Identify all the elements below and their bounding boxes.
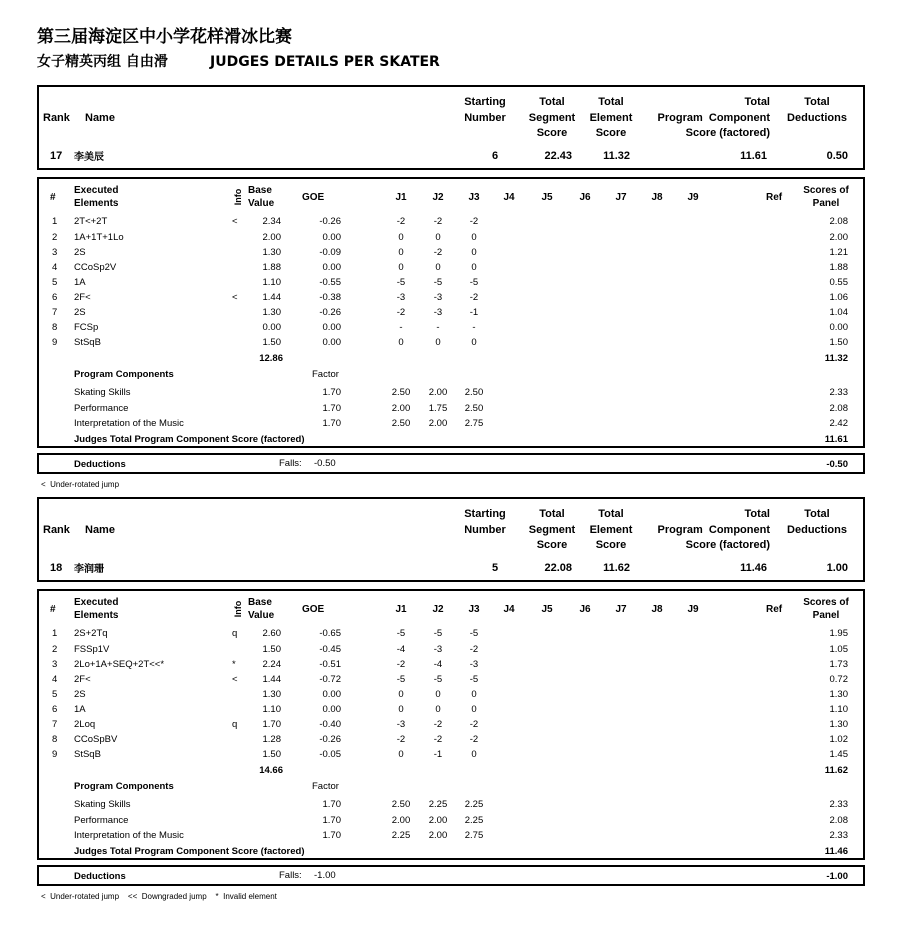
element-panel-score: 1.04 — [829, 307, 848, 318]
element-judge-score: -5 — [469, 674, 479, 685]
element-row-number: 1 — [52, 628, 58, 639]
judge-header-j2: J2 — [432, 604, 444, 615]
element-base-value: 1.44 — [262, 674, 281, 685]
element-judge-score: 0 — [398, 749, 404, 760]
element-panel-score: 2.08 — [829, 216, 848, 227]
element-judge-score: -5 — [469, 277, 479, 288]
deductions-total: -0.50 — [826, 459, 848, 470]
element-judge-score: 0 — [471, 704, 477, 715]
element-judge-score: -3 — [396, 719, 406, 730]
info-header: Info — [233, 188, 243, 206]
element-code: 2S — [74, 307, 86, 318]
element-judge-score: 0 — [435, 689, 441, 700]
page-subtitle-category: 女子精英丙组 自由滑 — [37, 54, 168, 70]
element-row-number: 5 — [52, 689, 58, 700]
element-judge-score: -3 — [433, 644, 443, 655]
element-judge-score: 0 — [435, 337, 441, 348]
element-judge-score: -5 — [396, 628, 406, 639]
total-segment-score: 22.43 — [544, 150, 572, 162]
element-code: 2F< — [74, 292, 91, 303]
element-judge-score: 0 — [471, 689, 477, 700]
element-judge-score: -5 — [469, 628, 479, 639]
element-row-number: 4 — [52, 674, 58, 685]
element-info: < — [232, 674, 238, 685]
element-judge-score: -2 — [433, 216, 443, 227]
element-row-number: 6 — [52, 292, 58, 303]
element-judge-score: -1 — [469, 307, 479, 318]
element-row-number: 9 — [52, 337, 58, 348]
element-code: 2Lo+1A+SEQ+2T<<* — [74, 659, 165, 670]
element-judge-score: 0 — [435, 704, 441, 715]
program-components-header: Program Components — [74, 369, 174, 380]
total-deductions: 0.50 — [826, 150, 848, 162]
element-row-number: 3 — [52, 659, 58, 670]
element-row-number: 8 — [52, 734, 58, 745]
pcs-total-score: 11.61 — [824, 434, 848, 445]
element-row-number: 7 — [52, 719, 58, 730]
element-judge-score: - — [399, 322, 403, 333]
legend-footnote: < Under-rotated jump — [41, 480, 120, 489]
element-panel-score: 1.05 — [829, 644, 848, 655]
element-judge-score: -5 — [433, 277, 443, 288]
element-row-number: 6 — [52, 704, 58, 715]
element-goe: -0.05 — [319, 749, 341, 760]
judge-header-j5: J5 — [541, 604, 553, 615]
component-judge-score: 2.00 — [428, 815, 448, 826]
total-pcs-score: 11.46 — [740, 562, 767, 574]
element-goe: 0.00 — [322, 232, 341, 243]
element-info: q — [232, 719, 238, 730]
element-goe: 0.00 — [322, 322, 341, 333]
element-row-number: 4 — [52, 262, 58, 273]
element-code: StSqB — [74, 337, 101, 348]
total-deductions: 1.00 — [826, 562, 848, 574]
element-goe: -0.45 — [319, 644, 341, 655]
element-goe: -0.40 — [319, 719, 341, 730]
judge-header-j5: J5 — [541, 192, 553, 203]
element-row-number: 2 — [52, 232, 58, 243]
element-base-value: 1.10 — [262, 704, 281, 715]
element-base-value: 1.30 — [262, 307, 281, 318]
element-judge-score: -5 — [433, 674, 443, 685]
element-code: 1A — [74, 277, 86, 288]
element-goe: -0.72 — [319, 674, 341, 685]
component-name: Skating Skills — [74, 799, 131, 810]
element-panel-score: 1.88 — [829, 262, 848, 273]
element-base-value: 1.30 — [262, 689, 281, 700]
element-judge-score: -2 — [469, 292, 479, 303]
element-panel-score: 0.00 — [829, 322, 848, 333]
element-panel-score: 1.95 — [829, 628, 848, 639]
judge-header-j7: J7 — [615, 192, 627, 203]
element-info: < — [232, 292, 238, 303]
element-number-header: # — [50, 192, 56, 203]
element-goe: -0.26 — [319, 734, 341, 745]
component-panel-score: 2.42 — [829, 418, 848, 429]
element-judge-score: 0 — [398, 689, 404, 700]
element-base-value: 2.34 — [262, 216, 281, 227]
element-judge-score: -3 — [396, 292, 406, 303]
component-factor: 1.70 — [322, 403, 341, 414]
element-row-number: 7 — [52, 307, 58, 318]
total-element-header: Total Element Score — [589, 96, 633, 139]
judge-header-j9: J9 — [687, 192, 699, 203]
judge-header-j8: J8 — [651, 192, 663, 203]
deductions-label: Deductions — [74, 871, 126, 882]
name-header: Name — [85, 524, 115, 536]
element-judge-score: -2 — [469, 644, 479, 655]
element-row-number: 2 — [52, 644, 58, 655]
element-judge-score: -2 — [433, 719, 443, 730]
judge-header-j3: J3 — [468, 192, 480, 203]
executed-elements-header: Executed Elements — [74, 185, 119, 209]
element-goe: -0.09 — [319, 247, 341, 258]
judge-header-j6: J6 — [579, 192, 591, 203]
element-judge-score: 0 — [398, 262, 404, 273]
base-value-total: 14.66 — [259, 765, 283, 776]
component-factor: 1.70 — [322, 815, 341, 826]
element-judge-score: -2 — [396, 216, 406, 227]
element-panel-score: 1.30 — [829, 689, 848, 700]
component-judge-score: 1.75 — [428, 403, 448, 414]
component-name: Interpretation of the Music — [74, 830, 184, 841]
element-judge-score: -4 — [433, 659, 443, 670]
element-judge-score: 0 — [398, 247, 404, 258]
element-judge-score: -3 — [433, 292, 443, 303]
element-code: 2Loq — [74, 719, 96, 730]
element-row-number: 8 — [52, 322, 58, 333]
element-goe: 0.00 — [322, 689, 341, 700]
element-judge-score: -2 — [469, 719, 479, 730]
pcs-total-score: 11.46 — [824, 846, 848, 857]
falls-label: Falls: — [279, 458, 302, 469]
element-panel-score: 1.50 — [829, 337, 848, 348]
element-judge-score: 0 — [471, 749, 477, 760]
judge-header-j9: J9 — [687, 604, 699, 615]
element-code: FCSp — [74, 322, 99, 333]
element-base-value: 1.50 — [262, 644, 281, 655]
element-panel-score: 1.02 — [829, 734, 848, 745]
element-judge-score: -5 — [433, 628, 443, 639]
element-code: 1A+1T+1Lo — [74, 232, 124, 243]
judge-header-j4: J4 — [503, 192, 515, 203]
element-judge-score: 0 — [435, 262, 441, 273]
element-goe: -0.38 — [319, 292, 341, 303]
starting-number: 6 — [491, 150, 499, 162]
base-value-header: Base Value — [248, 597, 275, 621]
element-judge-score: -2 — [433, 734, 443, 745]
element-judge-score: -2 — [396, 734, 406, 745]
element-judge-score: -5 — [396, 277, 406, 288]
element-number-header: # — [50, 604, 56, 615]
component-judge-score: 2.75 — [464, 830, 484, 841]
deductions-box — [37, 453, 865, 474]
element-judge-score: - — [436, 322, 440, 333]
component-panel-score: 2.33 — [829, 799, 848, 810]
element-base-value: 1.70 — [262, 719, 281, 730]
component-judge-score: 2.50 — [464, 403, 484, 414]
falls-value: -0.50 — [314, 458, 336, 469]
base-value-total: 12.86 — [259, 353, 283, 364]
skater-rank: 17 — [50, 150, 63, 162]
element-info: q — [232, 628, 238, 639]
info-header: Info — [233, 600, 243, 618]
scores-of-panel-header: Scores of Panel — [803, 597, 849, 621]
element-row-number: 5 — [52, 277, 58, 288]
ref-header: Ref — [766, 604, 783, 615]
judge-header-j3: J3 — [468, 604, 480, 615]
element-goe: -0.65 — [319, 628, 341, 639]
component-factor: 1.70 — [322, 418, 341, 429]
element-judge-score: -2 — [396, 307, 406, 318]
starting-number-header: Starting Number — [464, 508, 506, 536]
element-code: CCoSp2V — [74, 262, 117, 273]
element-code: 1A — [74, 704, 86, 715]
skater-name: 李润珊 — [74, 564, 104, 575]
base-value-header: Base Value — [248, 185, 275, 209]
element-judge-score: 0 — [471, 337, 477, 348]
judge-header-j8: J8 — [651, 604, 663, 615]
total-segment-header: Total Segment Score — [528, 96, 576, 139]
element-panel-score: 1.30 — [829, 719, 848, 730]
element-score-total: 11.32 — [824, 353, 848, 364]
element-info: < — [232, 216, 238, 227]
element-judge-score: - — [472, 322, 476, 333]
element-info: * — [232, 659, 236, 670]
element-panel-score: 1.10 — [829, 704, 848, 715]
component-factor: 1.70 — [322, 387, 341, 398]
element-code: 2S — [74, 689, 86, 700]
component-judge-score: 2.25 — [464, 799, 484, 810]
element-base-value: 2.24 — [262, 659, 281, 670]
legend-footnote: < Under-rotated jump << Downgraded jump * Invalid element — [41, 892, 277, 901]
element-panel-score: 2.00 — [829, 232, 848, 243]
element-goe: -0.26 — [319, 307, 341, 318]
factor-header: Factor — [312, 369, 339, 380]
total-segment-score: 22.08 — [544, 562, 572, 574]
element-judge-score: -3 — [469, 659, 479, 670]
element-judge-score: -3 — [433, 307, 443, 318]
judge-header-j7: J7 — [615, 604, 627, 615]
page-subtitle-report: JUDGES DETAILS PER SKATER — [210, 54, 440, 70]
element-judge-score: 0 — [398, 704, 404, 715]
total-deductions-header: Total Deductions — [787, 96, 847, 124]
element-score-total: 11.62 — [824, 765, 848, 776]
component-judge-score: 2.00 — [391, 403, 411, 414]
judge-header-j1: J1 — [395, 192, 407, 203]
element-row-number: 9 — [52, 749, 58, 760]
component-judge-score: 2.00 — [428, 418, 448, 429]
element-row-number: 1 — [52, 216, 58, 227]
total-element-header: Total Element Score — [589, 508, 633, 551]
total-pcs-score: 11.61 — [740, 150, 767, 162]
element-code: 2T<+2T — [74, 216, 108, 227]
scores-of-panel-header: Scores of Panel — [803, 185, 849, 209]
judge-header-j2: J2 — [432, 192, 444, 203]
total-pcs-header: Total Program Component Score (factored) — [657, 508, 770, 551]
program-components-header: Program Components — [74, 781, 174, 792]
element-base-value: 2.60 — [262, 628, 281, 639]
element-judge-score: -4 — [396, 644, 406, 655]
element-base-value: 1.88 — [262, 262, 281, 273]
element-row-number: 3 — [52, 247, 58, 258]
pcs-total-label: Judges Total Program Component Score (factored) — [74, 434, 305, 445]
component-panel-score: 2.08 — [829, 403, 848, 414]
element-panel-score: 1.21 — [829, 247, 848, 258]
element-base-value: 2.00 — [262, 232, 281, 243]
component-panel-score: 2.33 — [829, 387, 848, 398]
element-goe: -0.26 — [319, 216, 341, 227]
element-code: StSqB — [74, 749, 101, 760]
element-judge-score: 0 — [398, 232, 404, 243]
component-name: Interpretation of the Music — [74, 418, 184, 429]
element-goe: 0.00 — [322, 704, 341, 715]
ref-header: Ref — [766, 192, 783, 203]
component-judge-score: 2.25 — [391, 830, 411, 841]
element-base-value: 1.28 — [262, 734, 281, 745]
judge-header-j6: J6 — [579, 604, 591, 615]
component-judge-score: 2.00 — [391, 815, 411, 826]
total-element-score: 11.32 — [603, 150, 630, 162]
component-judge-score: 2.00 — [428, 830, 448, 841]
name-header: Name — [85, 112, 115, 124]
deductions-label: Deductions — [74, 459, 126, 470]
total-segment-header: Total Segment Score — [528, 508, 576, 551]
element-code: 2S+2Tq — [74, 628, 108, 639]
element-base-value: 0.00 — [262, 322, 281, 333]
starting-number: 5 — [491, 562, 499, 574]
element-judge-score: -2 — [396, 659, 406, 670]
element-judge-score: 0 — [471, 262, 477, 273]
judge-header-j1: J1 — [395, 604, 407, 615]
component-factor: 1.70 — [322, 830, 341, 841]
element-goe: 0.00 — [322, 262, 341, 273]
judge-header-j4: J4 — [503, 604, 515, 615]
element-judge-score: -1 — [433, 749, 443, 760]
element-code: CCoSpBV — [74, 734, 118, 745]
total-element-score: 11.62 — [603, 562, 630, 574]
deductions-total: -1.00 — [826, 871, 848, 882]
component-judge-score: 2.00 — [428, 387, 448, 398]
skater-name: 李美辰 — [74, 152, 104, 163]
element-judge-score: 0 — [471, 247, 477, 258]
component-panel-score: 2.08 — [829, 815, 848, 826]
component-judge-score: 2.25 — [464, 815, 484, 826]
total-pcs-header: Total Program Component Score (factored) — [657, 96, 770, 139]
component-judge-score: 2.50 — [391, 418, 411, 429]
element-panel-score: 0.55 — [829, 277, 848, 288]
deductions-box — [37, 865, 865, 886]
element-judge-score: 0 — [435, 232, 441, 243]
element-panel-score: 0.72 — [829, 674, 848, 685]
element-code: 2F< — [74, 674, 91, 685]
element-goe: -0.55 — [319, 277, 341, 288]
executed-elements-header: Executed Elements — [74, 597, 119, 621]
skater-rank: 18 — [50, 562, 63, 574]
rank-header: Rank — [43, 112, 70, 124]
falls-value: -1.00 — [314, 870, 336, 881]
component-judge-score: 2.50 — [391, 387, 411, 398]
element-base-value: 1.10 — [262, 277, 281, 288]
falls-label: Falls: — [279, 870, 302, 881]
goe-header: GOE — [302, 192, 325, 203]
pcs-total-label: Judges Total Program Component Score (factored) — [74, 846, 305, 857]
total-deductions-header: Total Deductions — [787, 508, 847, 536]
element-judge-score: -5 — [396, 674, 406, 685]
component-judge-score: 2.50 — [391, 799, 411, 810]
element-goe: 0.00 — [322, 337, 341, 348]
component-judge-score: 2.50 — [464, 387, 484, 398]
element-base-value: 1.50 — [262, 337, 281, 348]
factor-header: Factor — [312, 781, 339, 792]
element-base-value: 1.50 — [262, 749, 281, 760]
element-goe: -0.51 — [319, 659, 341, 670]
page-title: 第三届海淀区中小学花样滑冰比赛 — [37, 27, 292, 47]
element-panel-score: 1.73 — [829, 659, 848, 670]
goe-header: GOE — [302, 604, 325, 615]
component-factor: 1.70 — [322, 799, 341, 810]
element-panel-score: 1.06 — [829, 292, 848, 303]
element-judge-score: -2 — [469, 734, 479, 745]
component-judge-score: 2.25 — [428, 799, 448, 810]
element-panel-score: 1.45 — [829, 749, 848, 760]
element-base-value: 1.44 — [262, 292, 281, 303]
element-judge-score: -2 — [433, 247, 443, 258]
component-name: Skating Skills — [74, 387, 131, 398]
element-base-value: 1.30 — [262, 247, 281, 258]
component-judge-score: 2.75 — [464, 418, 484, 429]
element-code: 2S — [74, 247, 86, 258]
element-judge-score: 0 — [398, 337, 404, 348]
element-judge-score: -2 — [469, 216, 479, 227]
component-panel-score: 2.33 — [829, 830, 848, 841]
element-judge-score: 0 — [471, 232, 477, 243]
starting-number-header: Starting Number — [464, 96, 506, 124]
component-name: Performance — [74, 815, 129, 826]
element-code: FSSp1V — [74, 644, 110, 655]
component-name: Performance — [74, 403, 129, 414]
rank-header: Rank — [43, 524, 70, 536]
